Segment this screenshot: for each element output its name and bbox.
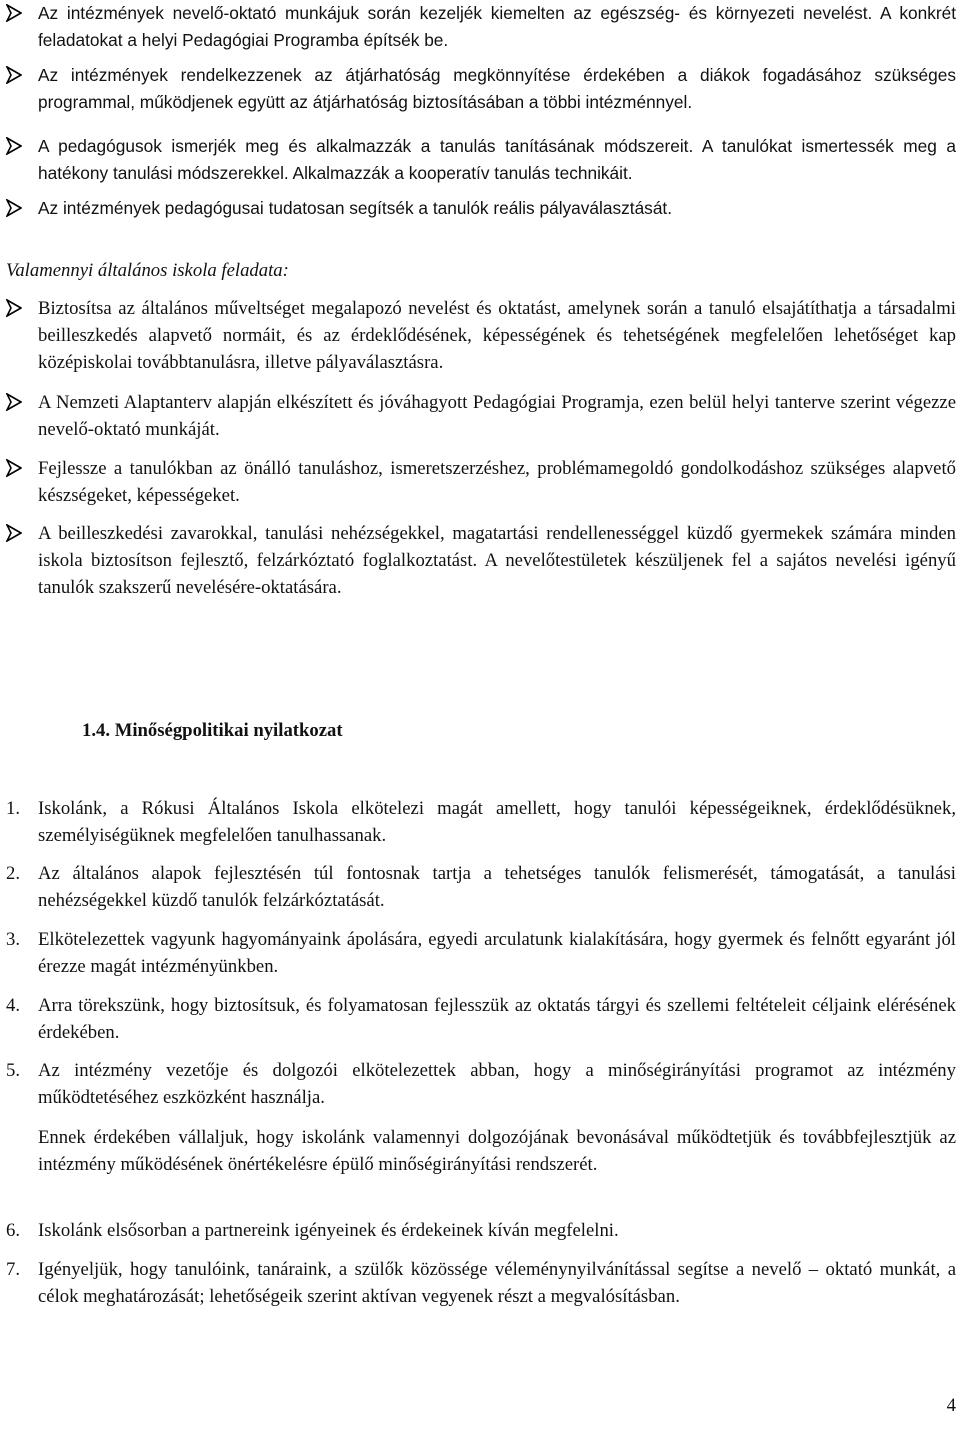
section-intro: Valamennyi általános iskola feladata: (6, 260, 289, 281)
list-item-text: Elkötelezettek vagyunk hagyományaink ápolására, egyedi arculatunk kialakítására, hogy gyermek és felnőtt egyaránt jól érezze magát intézményünkben. (38, 929, 956, 977)
section-heading: 1.4. Minőségpolitikai nyilatkozat (82, 720, 343, 741)
arrow-bullet-icon (6, 393, 26, 411)
arrow-bullet-icon (6, 66, 26, 84)
list-item-text: A Nemzeti Alaptanterv alapján elkészített és jóváhagyott Pedagógiai Programja, ezen belül helyi tanterve szerint végezze nevelő-oktató munkáját. (38, 392, 956, 440)
arrow-bullet-icon (6, 459, 26, 477)
list-item-text: Az intézmények rendelkezzenek az átjárhatóság megkönnyítése érdekében a diákok fogadásához szükséges programmal, működjenek együtt az átjárhatóság biztosításában a többi intézménnyel. (38, 65, 956, 112)
list-item-text: Ennek érdekében vállaljuk, hogy iskolánk valamennyi dolgozójának bevonásával működtetjük és továbbfejlesztjük az intézmény működésének önértékelésre épülő minőségirányítási rendszerét. (38, 1127, 956, 1175)
list-item-number: 1. (6, 798, 21, 819)
list-item-number: 4. (6, 995, 21, 1016)
list-item-text: Az általános alapok fejlesztésén túl fontosnak tartja a tehetséges tanulók felismerését, támogatását, a tanulási nehézségekkel küzdő tanulók felzárkóztatását. (38, 863, 956, 911)
arrow-bullet-icon (6, 4, 26, 22)
list-item-text: A pedagógusok ismerjék meg és alkalmazzák a tanulás tanításának módszereit. A tanulókat ismertessék meg a hatékony tanulási módszerekkel. Alkalmazzák a kooperatív tanulás technikáit. (38, 136, 956, 183)
arrow-bullet-icon (6, 524, 26, 542)
list-item-number: 7. (6, 1259, 21, 1280)
list-item-text: Az intézmények nevelő-oktató munkájuk során kezeljék kiemelten az egészség- és környezeti nevelést. A konkrét feladatokat a helyi Pedagógiai Programba építsék be. (38, 3, 956, 50)
list-item-text: Iskolánk elsősorban a partnereink igényeinek és érdekeinek kíván megfelelni. (38, 1220, 619, 1241)
list-item-text: Az intézmények pedagógusai tudatosan segítsék a tanulók reális pályaválasztását. (38, 198, 673, 218)
list-item-text: Fejlessze a tanulókban az önálló tanuláshoz, ismeretszerzéshez, problémamegoldó gondolkodáshoz szükséges alapvető készségeket, képességeket. (38, 458, 956, 506)
list-item-text: A beilleszkedési zavarokkal, tanulási nehézségekkel, magatartási rendellenességgel küzdő gyermekek számára minden iskola biztosítson fejlesztő, felzárkóztató foglalkoztatást. A nevelőtestületek készüljenek fel a sajátos nevelési igényű tanulók szakszerű nevelésére-oktatására. (38, 523, 956, 598)
list-item-number: 5. (6, 1060, 21, 1081)
page-number: 4 (946, 1395, 956, 1416)
arrow-bullet-icon (6, 199, 26, 217)
list-item-number: 2. (6, 863, 21, 884)
list-item-number: 3. (6, 929, 21, 950)
list-item-number: 6. (6, 1220, 21, 1241)
list-item-text: Biztosítsa az általános műveltséget megalapozó nevelést és oktatást, amelynek során a tanuló elsajátíthatja a társadalmi beilleszkedés alapvető normáit, és az érdeklődésének, képességének és tehetségének megfelelően lehetőséget kap középiskolai továbbtanulásra, illetve pályaválasztásra. (38, 298, 956, 373)
list-item-text: Igényeljük, hogy tanulóink, tanáraink, a szülők közössége véleménynyilvánítással segítse a nevelő – oktató munkát, a célok meghatározását; lehetőségeik szerint aktívan vegyenek részt a megvalósításban. (38, 1259, 956, 1307)
arrow-bullet-icon (6, 299, 26, 317)
arrow-bullet-icon (6, 137, 26, 155)
list-item-text: Az intézmény vezetője és dolgozói elkötelezettek abban, hogy a minőségirányítási programot az intézmény működtetéséhez eszközként használja. (38, 1060, 956, 1108)
list-item-text: Arra törekszünk, hogy biztosítsuk, és folyamatosan fejlesszük az oktatás tárgyi és szellemi feltételeit céljaink elérésének érdekében. (38, 995, 956, 1043)
list-item-text: Iskolánk, a Rókusi Általános Iskola elkötelezi magát amellett, hogy tanulói képességeiknek, érdeklődésüknek, személyiségüknek megfelelően tanulhassanak. (38, 798, 956, 846)
